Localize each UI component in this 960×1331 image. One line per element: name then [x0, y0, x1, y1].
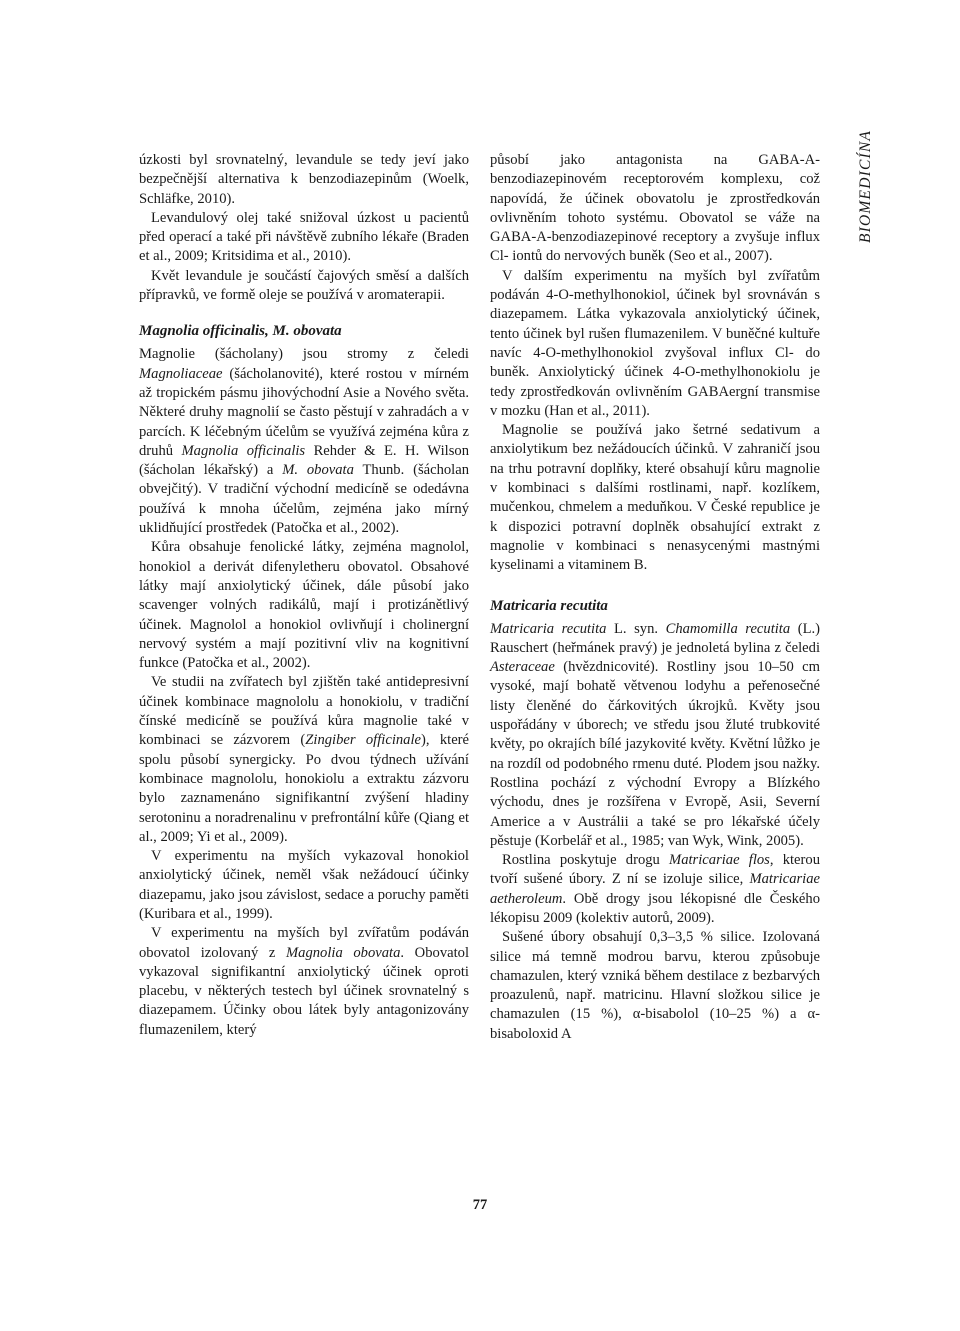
text-run: (hvězdnicovité). Rostliny jsou 10–50 cm vysoké, mají bohatě větvenou lodyhu a peřenosečné listy členěné do čárkovitých úkrojků. Květy jsou uspořádány v úborech; ve středu jsou žluté trubkovité květy, po okrajích bílé jazykovité květy. Květní lůžko je na rozdíl od podobného rmenu duté. Plodem jsou nažky. Rostlina pochází z východní Evropy a Blízkého východu, dnes je rozšířena v Evropě, Asii, Severní Americe a v Austrálii a také se pro lékařské účely pěstuje (Korbelář et al., 1985; van Wyk, Wink, 2005).	[490, 659, 820, 849]
text-run: Rostlina poskytuje drogu	[502, 852, 670, 869]
paragraph: působí jako antagonista na GABA-A-benzodiazepinovém receptorovém komplexu, což napovídá, že účinek obovatolu je zprostředkován ovlivněním tohoto systému. Obovatol se váže na GABA-A-benzodiazepinové receptory a zvyšuje influx Cl- iontů do nervových buněk (Seo et al., 2007).	[490, 152, 820, 265]
paragraph: V dalším experimentu na myších byl zvířatům podáván 4-O-methylhonokiol, účinek byl srovnáván s diazepamem. Látka vykazovala anxiolytický účinek, tento účinek byl rušen flumazenilem. V buněčné kultuře navíc 4-O-methylhonokiol zvyšoval influx Cl- do buněk. Anxiolytický účinek 4-O-methylhonokiolu je tedy zprostředkován ovlivněním GABAergní transmise v mozku (Han et al., 2011).	[490, 267, 820, 419]
paragraph	[139, 673, 469, 847]
paragraph	[490, 620, 820, 852]
text-run: , kterou tvoří sušené úbory. Z ní se izoluje silice,	[490, 852, 820, 888]
italic-run: Matricaria recutita	[490, 620, 607, 637]
section-heading: Matricaria recutita	[490, 597, 608, 614]
text-run: . Obovatol vykazoval signifikantní anxiolytický účinek oproti placebu, v některých testech byl účinek srovnatelný s diazepamem. Účinky obou látek byly antagonizovány flumazenilem, který	[139, 944, 469, 1038]
italic-run: M. obovata	[282, 462, 354, 479]
italic-run: Asteraceae	[490, 659, 555, 676]
text-run: . Obě drogy jsou lékopisné dle Českého lékopisu 2009 (kolektiv autorů, 2009).	[490, 890, 820, 926]
italic-run: Chamomilla recutita	[665, 620, 791, 637]
paragraph: Květ levandule je součástí čajových směsí a dalších přípravků, ve formě oleje se používá v aromaterapii.	[139, 267, 469, 304]
running-header-text: BIOMEDICÍNA	[857, 129, 874, 243]
section-heading: Magnolia officinalis, M. obovata	[139, 323, 342, 340]
text-run: (L.) Rauschert (heřmánek pravý) je jednoletá bylina z čeledi	[490, 620, 821, 656]
italic-run: Magnolia officinalis	[181, 442, 306, 459]
text-run: L. syn.	[606, 620, 666, 637]
text-run: Ve studii na zvířatech byl zjištěn také antidepresivní účinek kombinace magnololu a honokiolu, v tradiční čínské medicíně se používá kůra magnolie také v kombinaci se zázvorem (	[139, 674, 469, 749]
right-column	[490, 151, 820, 1044]
text-run: (šácholanovité), které rostou v mírném až tropickém pásmu jihovýchodní Asie a Nového světa. Některé druhy magnolií se často pěstují v zahradách a v parcích. K léčebným účelům se využívá zejména kůra z druhů	[139, 365, 469, 459]
text-run: ), které spolu působí synergicky. Po dvou týdnech užívání kombinace magnololu, honokiolu a extraktu zázvoru bylo zaznamenáno signifikantní zvýšení hladiny serotoninu a noradrenalinu v prefrontální kůře (Qiang et al., 2009; Yi et al., 2009).	[139, 732, 470, 845]
text-run: Thunb. (šácholan obvejčitý). V tradiční východní medicíně se odedávna používá k mnoha účelům, zejména jako mírný uklidňující prostředek (Patočka et al., 2002).	[139, 462, 469, 537]
paragraph: Kůra obsahuje fenolické látky, zejména magnolol, honokiol a derivát difenyletheru obovatol. Obsahové látky mají anxiolytický účinek, dále působí jako scavenger volných radikálů, mají i protizánětlivý účinek. Magnolol a honokiol ovlivňují i cholinergní nervový systém a mají pozitivní vliv na kognitivní funkce (Patočka et al., 2002).	[139, 539, 469, 672]
paragraph: Sušené úbory obsahují 0,3–3,5 % silice. Izolovaná silice má temně modrou barvu, kterou způsobuje chamazulen, který vzniká během destilace z bezbarvých proazulenů, např. matricinu. Hlavní složkou silice je chamazulen (15 %), α-bisabolol (10–25 %) a α-bisaboloxid A	[490, 929, 820, 1042]
left-column	[139, 151, 469, 1040]
paragraph	[139, 924, 469, 1040]
paragraph: Magnolie se používá jako šetrné sedativum a anxiolytikum bez nežádoucích účinků. V zahraničí jsou na trhu potravní doplňky, které obsahují kůru magnolie v kombinaci s dalšími rostlinami, např. kozlíkem, mučenkou, chmelem a meduňkou. V České republice je k dispozici potravní doplněk obsahující extrakt z magnolie v kombinaci s nenasycenými mastnými kyselinami a vitaminem B.	[490, 422, 820, 574]
paragraph: úzkosti byl srovnatelný, levandule se tedy jeví jako bezpečnější alternativa k benzodiazepinům (Woelk, Schläfke, 2010).	[139, 152, 469, 207]
text-run: Magnolie (šácholany) jsou stromy z čeledi	[139, 346, 469, 363]
italic-run: Magnoliaceae	[139, 365, 223, 382]
text-run: V experimentu na myších byl zvířatům podáván obovatol izolovaný z	[139, 925, 469, 961]
paragraph: Levandulový olej také snižoval úzkost u pacientů před operací a také při návštěvě zubního lékaře (Braden et al., 2009; Kritsidima et al., 2010).	[139, 209, 469, 265]
page-number: 77	[472, 1197, 488, 1213]
paragraph	[139, 345, 469, 538]
text-run: Rehder & E. H. Wilson (šácholan lékařský) a	[139, 442, 469, 479]
italic-run: Matricariae flos	[669, 852, 770, 869]
italic-run: Zingiber officinale	[305, 732, 422, 749]
italic-run: Magnolia obovata	[286, 944, 401, 961]
paragraph: V experimentu na myších vykazoval honokiol anxiolytický účinek, neměl však nežádoucí účinky diazepamu, jako jsou závislost, sedace a poruchy paměti (Kuribara et al., 1999).	[139, 848, 469, 922]
italic-run: Matricariae aetheroleum	[490, 871, 820, 907]
paragraph	[490, 851, 820, 928]
